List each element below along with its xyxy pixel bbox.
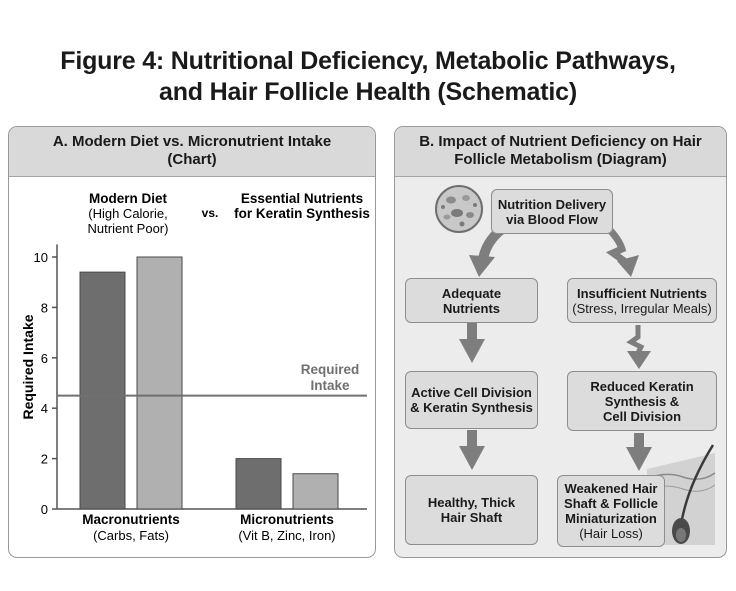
panel-a-title-line2: (Chart) (167, 151, 217, 168)
node-active-line2: & Keratin Synthesis (410, 400, 533, 415)
category-sublabel: (Carbs, Fats) (93, 528, 169, 543)
bar-macronutrients-series2 (137, 257, 182, 509)
node-weakened-line3: Miniaturization (565, 511, 657, 526)
y-tick-label: 6 (40, 350, 48, 366)
bar-chart (9, 127, 375, 557)
y-tick-label: 8 (40, 300, 48, 316)
node-healthy-line1: Healthy, Thick (427, 495, 516, 510)
legend-modern-diet-sub2: Nutrient Poor) (87, 221, 169, 236)
panel-b-title-line2: Follicle Metabolism (Diagram) (454, 151, 667, 168)
node-active-line1: Active Cell Division (411, 385, 532, 400)
category-sublabel: (Vit B, Zinc, Iron) (238, 528, 336, 543)
node-reduced-keratin (567, 371, 717, 431)
blood-cells-icon (436, 186, 482, 232)
node-insufficient-line1: Insufficient Nutrients (576, 285, 707, 301)
category-label: Macronutrients (82, 512, 180, 527)
y-tick-label: 4 (40, 401, 48, 417)
node-nutrition-delivery-line2: via Blood Flow (506, 211, 598, 227)
y-tick-label: 2 (40, 451, 48, 467)
arrow-active-to-healthy (459, 430, 485, 470)
node-weakened-sub: (Hair Loss) (579, 526, 643, 541)
arrow-to-insufficient (607, 227, 639, 277)
legend-vs-label: vs. (201, 206, 219, 220)
legend-modern-diet-title: Modern Diet (88, 191, 168, 206)
y-tick-label: 0 (40, 502, 48, 517)
panel-a-title-line1: A. Modern Diet vs. Micronutrient Intake (52, 133, 332, 150)
node-weakened-line1: Weakened Hair (564, 481, 658, 496)
node-adequate-nutrients (405, 278, 538, 323)
arrow-adequate-to-active (459, 323, 485, 363)
figure-title-line2: and Hair Follicle Health (Schematic) (159, 78, 577, 106)
arrow-reduced-to-weakened (626, 433, 652, 471)
node-healthy-hair-shaft (405, 475, 538, 545)
node-active-cell-division (405, 371, 538, 429)
reference-line-label-line1: Required (300, 362, 360, 377)
node-weakened-line2: Shaft & Follicle (564, 496, 658, 511)
panel-a-chart (8, 126, 376, 558)
legend-essential-line2: for Keratin Synthesis (234, 206, 370, 221)
figure-title-line1: Figure 4: Nutritional Deficiency, Metabolic Pathways, (60, 47, 676, 75)
category-label: Micronutrients (240, 512, 334, 527)
figure-title (0, 46, 736, 108)
bar-macronutrients-series1 (80, 272, 125, 509)
node-reduced-line1: Reduced Keratin (590, 378, 694, 394)
legend-essential-line1: Essential Nutrients (240, 191, 364, 206)
reference-line-label-line2: Intake (310, 378, 350, 393)
node-insufficient-sub: (Stress, Irregular Meals) (572, 300, 712, 316)
arrow-insufficient-to-reduced (627, 325, 651, 369)
node-nutrition-delivery-line1: Nutrition Delivery (497, 196, 607, 212)
node-nutrition-delivery (491, 189, 613, 234)
panel-b-diagram (394, 126, 727, 558)
node-adequate-line1: Adequate (441, 285, 502, 301)
arrow-to-adequate (469, 227, 505, 277)
legend-modern-diet-sub1: (High Calorie, (88, 206, 168, 221)
panel-b-title-line1: B. Impact of Nutrient Deficiency on Hair (419, 133, 702, 150)
node-reduced-line2: Synthesis & (604, 393, 680, 409)
node-adequate-line2: Nutrients (442, 300, 501, 316)
node-weakened-hair-shaft (557, 475, 665, 547)
y-tick-label: 10 (33, 250, 48, 265)
node-healthy-line2: Hair Shaft (440, 510, 503, 525)
node-insufficient-nutrients (567, 278, 717, 323)
node-reduced-line3: Cell Division (602, 408, 682, 424)
bar-micronutrients-series2 (293, 474, 338, 509)
y-axis-label: Required Intake (20, 314, 36, 420)
bar-micronutrients-series1 (236, 459, 281, 509)
